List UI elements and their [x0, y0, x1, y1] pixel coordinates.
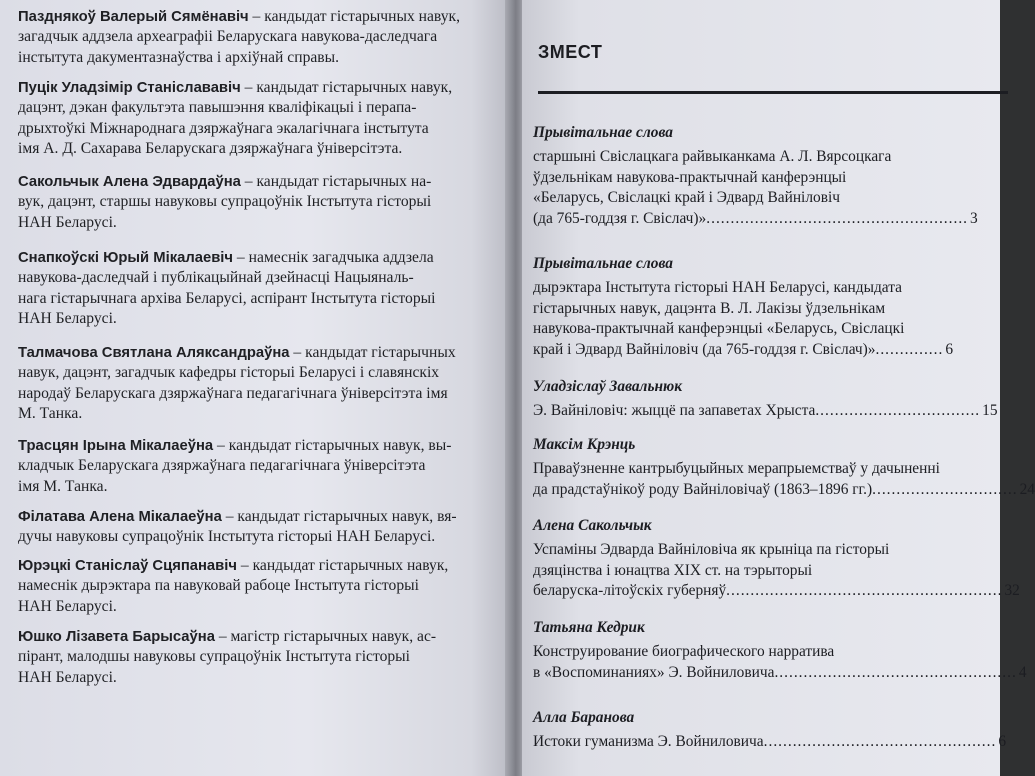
contributor-entry: Талмачова Святлана Аляксандраўна – кандыдат гістарычных навук, дацэнт, загадчык кафедры гісторыі Беларусі і славянскіх народаў Беларускага дзяржаўнага педагагічнага ўніверсітэта імя М. Танка.: [18, 344, 456, 423]
toc-author: Уладзіслаў Завальнюк: [533, 378, 683, 395]
toc-author: Татьяна Кедрик: [533, 619, 645, 636]
toc-entry: Татьяна Кедрик Конструирование биографического нарратива в «Воспоминаниях» Э. Войниловича.................................................. 4: [533, 619, 1027, 681]
contributor-entry: Пуцік Уладзімір Станіслававіч – кандыдат гістарычных навук, дацэнт, дэкан факультэта павышэння кваліфікацыі і перапа- дрыхтоўкі Міжнароднага дзяржаўнага экалагічнага інстытута імя А. Д. Сахарава Беларускага дзяржаўнага ўніверсітэта.: [18, 79, 453, 158]
toc-entry: Алла Баранова Истоки гуманизма Э. Войниловича................................................ 6: [533, 708, 1013, 753]
toc-entry: Прывітальнае слова дырэктара Інстытута гісторыі НАН Беларусі, кандыдата гістарычных навук, дацэнта В. Л. Лакізы ўдзельнікам навукова-практычнай канферэнцыі «Беларусь, Свіслацкі край і Эдвард Вайніловіч (да 765-годдзя г. Свіслач)».............. 6: [533, 254, 1013, 360]
toc-page-number: 15: [982, 402, 998, 420]
toc-page-number: 32: [1004, 582, 1020, 600]
toc-heading: ЗМЕСТ: [538, 42, 603, 62]
toc-entry: Прывітальнае слова старшыні Свіслацкага райвыканкама А. Л. Вярсоцкага ўдзельнікам навукова-практычнай канферэнцыі «Беларусь, Свіслацкі край і Эдвард Вайніловіч (да 765-годдзя г. Свіслач)»...................................................... 3: [533, 123, 1013, 229]
toc-author: Прывітальнае слова: [533, 124, 673, 141]
toc-page-number: 4: [1018, 663, 1027, 681]
contributor-name: Пуцік Уладзімір Станіслававіч: [18, 80, 241, 96]
contributor-entry: Снапкоўскі Юрый Мікалаевіч – намеснік загадчыка аддзела навукова-даследчай і публікацыйнай дзейнасці Нацыяналь- нага гістарычнага архіва Беларусі, аспірант Інстытута гісторыі НАН Беларусі.: [18, 249, 436, 328]
toc-entry: Уладзіслаў Завальнюк Э. Вайніловіч: жыццё па запаветах Хрыста.................................. 15: [533, 377, 1013, 422]
toc-author: Максім Крэнць: [533, 436, 636, 453]
toc-leader-dots: ..............................: [872, 480, 1018, 498]
toc-entry: Алена Сакольчык Успаміны Эдварда Вайніловіча як крыніца па гісторыі дзяцінства і юнацтва XIX ст. на тэрыторыі беларуска-літоўскіх губерняў......................................................... 32: [533, 517, 1020, 600]
contributor-name: Трасцян Ірына Мікалаеўна: [18, 438, 214, 454]
contributor-name: Снапкоўскі Юрый Мікалаевіч: [18, 250, 233, 266]
contributor-entry: Юрэцкі Станіслаў Сцяпанавіч – кандыдат гістарычных навук, намеснік дырэктара па навуковай рабоце Інстытута гісторыі НАН Беларусі.: [18, 557, 449, 615]
toc-heading-rule: [538, 91, 1008, 94]
toc-page-number: 6: [945, 340, 954, 358]
contributor-name: Талмачова Святлана Аляксандраўна: [18, 345, 290, 361]
toc-leader-dots: ..................................................: [774, 663, 1017, 681]
toc-leader-dots: ..............: [875, 340, 944, 358]
toc-leader-dots: ......................................................: [706, 209, 969, 227]
contributor-entry: Пазднякоў Валерый Сямёнавіч – кандыдат гістарычных навук, загадчык аддзела археаграфіі Беларускага навукова-даследчага інстытута дакументазнаўства і архіўнай справы.: [18, 8, 461, 66]
toc-entry: Максім Крэнць Праваўзненне кантрыбуцыйных мерапрыемстваў у дачыненні да прадстаўнікоў роду Вайніловічаў (1863–1896 гг.).............................. 24: [533, 436, 1035, 498]
toc-author: Алла Баранова: [533, 709, 635, 726]
toc-author: Алена Сакольчык: [533, 517, 652, 534]
toc-leader-dots: ................................................: [763, 733, 997, 751]
toc-page-number: 3: [970, 209, 978, 227]
contributor-name: Філатава Алена Мікалаеўна: [18, 509, 222, 525]
contributor-name: Юрэцкі Станіслаў Сцяпанавіч: [18, 558, 237, 574]
contributor-entry: Сакольчык Алена Эдвардаўна – кандыдат гістарычных на- вук, дацэнт, старшы навуковы супрацоўнік Інстытута гісторыі НАН Беларусі.: [18, 173, 432, 231]
contributor-entry: Юшко Лізавета Барысаўна – магістр гістарычных навук, ас- пірант, малодшы навуковы супрацоўнік Інстытута гісторыі НАН Беларусі.: [18, 628, 437, 686]
toc-leader-dots: ..................................: [815, 402, 981, 420]
contributor-entry: Трасцян Ірына Мікалаеўна – кандыдат гістарычных навук, вы- кладчык Беларускага дзяржаўнага педагагічнага ўніверсітэта імя М. Танка.: [18, 437, 452, 495]
toc-leader-dots: .........................................................: [726, 582, 1003, 600]
contributor-name: Сакольчык Алена Эдвардаўна: [18, 174, 241, 190]
toc-author: Прывітальнае слова: [533, 255, 673, 272]
contributor-entry: Філатава Алена Мікалаеўна – кандыдат гістарычных навук, вя- дучы навуковы супрацоўнік Інстытута гісторыі НАН Беларусі.: [18, 508, 457, 546]
contributor-name: Пазднякоў Валерый Сямёнавіч: [18, 9, 249, 25]
toc-page-number: 6: [998, 733, 1007, 751]
contributor-name: Юшко Лізавета Барысаўна: [18, 629, 215, 645]
toc-page-number: 24: [1019, 480, 1035, 498]
